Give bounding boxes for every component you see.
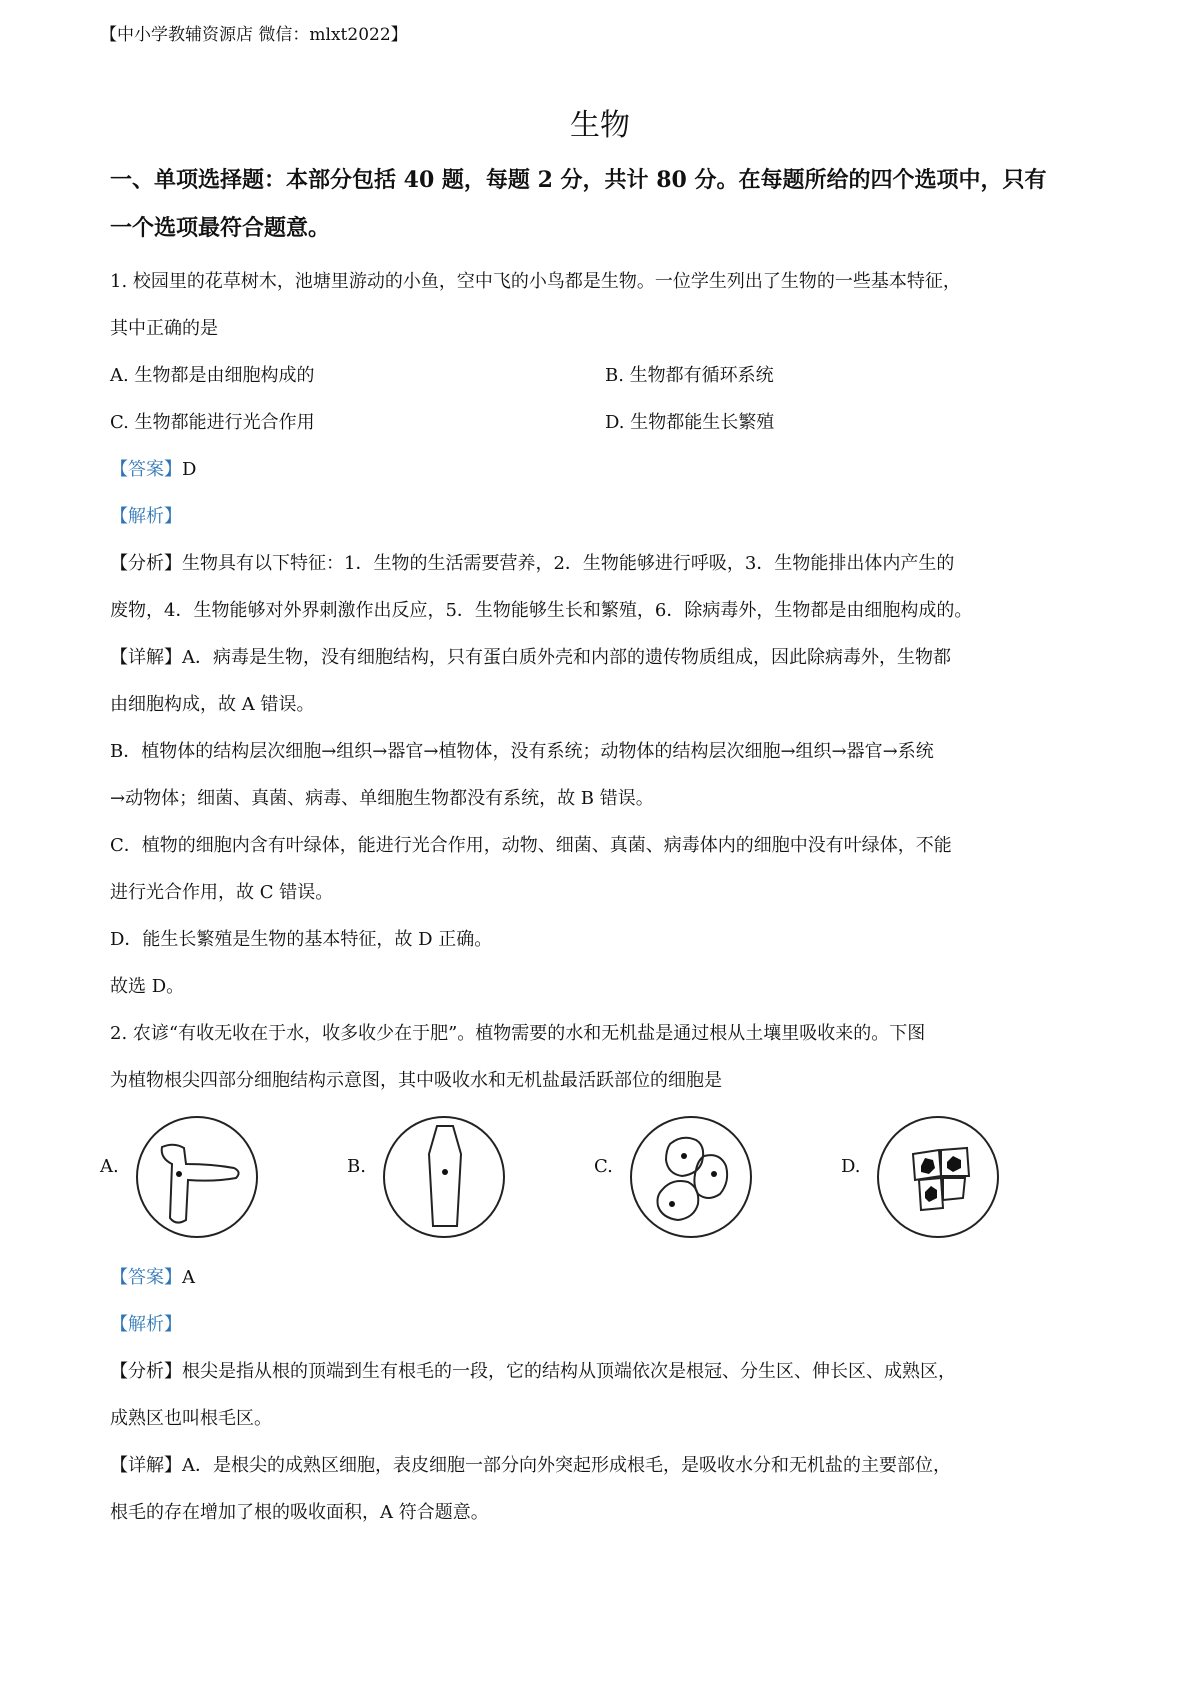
document-title: 生物	[570, 108, 630, 143]
fenxi-text: 成熟区也叫根毛区。	[110, 1408, 272, 1429]
option-d: D. 生物都能生长繁殖	[605, 412, 775, 433]
fenxi-text: 生物具有以下特征：1．生物的生活需要营养，2．生物能够进行呼吸，3．生物能排出体内产生的	[182, 553, 955, 574]
xiangjie-text: A．病毒是生物，没有细胞结构，只有蛋白质外壳和内部的遗传物质组成，因此除病毒外，生物都	[182, 647, 951, 668]
question-1	[110, 258, 1100, 1010]
option-list	[110, 352, 1100, 446]
section-heading-line: 一、单项选择题：本部分包括 40 题，每题 2 分，共计 80 分。在每题所给的四个选项中，只有	[110, 167, 1047, 193]
question-stem: 2. 农谚“有收无收在于水，收多收少在于肥”。植物需要的水和无机盐是通过根从土壤里吸收来的。下图	[110, 1023, 926, 1044]
fenxi-paragraph	[110, 1348, 1100, 1395]
xiangjie-text: B．植物体的结构层次细胞→组织→器官→植物体，没有系统；动物体的结构层次细胞→组织→器官→系统	[110, 741, 934, 762]
fenxi-text: 根尖是指从根的顶端到生有根毛的一段，它的结构从顶端依次是根冠、分生区、伸长区、成熟区，	[182, 1361, 956, 1382]
answer-tag: 【答案】	[110, 459, 182, 480]
elongated-cell-diagram	[379, 1112, 509, 1242]
header-note: 【中小学教辅资源店 微信：mlxt2022】	[100, 25, 408, 45]
figure-label-a: A.	[100, 1156, 119, 1177]
question-2	[100, 1010, 1100, 1536]
section-heading	[110, 156, 1100, 252]
xiangjie-text: A．是根尖的成熟区细胞，表皮细胞一部分向外突起形成根毛，是吸收水分和无机盐的主要部位，	[182, 1455, 951, 1476]
analysis-line	[110, 1301, 1100, 1348]
answer-value: A	[182, 1267, 195, 1288]
fenxi-text: 废物，4．生物能够对外界刺激作出反应，5．生物能够生长和繁殖，6．除病毒外，生物都是由细胞构成的。	[110, 600, 973, 621]
conclusion: 故选 D。	[110, 976, 185, 997]
section-heading-line: 一个选项最符合题意。	[110, 215, 331, 241]
fenxi-paragraph	[110, 540, 1100, 587]
analysis-tag: 【解析】	[110, 506, 182, 527]
xiangjie-tag: 【详解】	[110, 1455, 182, 1476]
analysis-tag: 【解析】	[110, 1314, 182, 1335]
xiangjie-text: 由细胞构成，故 A 错误。	[110, 694, 315, 715]
root-hair-cell-diagram	[132, 1112, 262, 1242]
meristem-cells-diagram	[873, 1112, 1003, 1242]
question-stem: 1. 校园里的花草树木，池塘里游动的小鱼，空中飞的小鸟都是生物。一位学生列出了生物的一些基本特征，	[110, 271, 961, 292]
answer-line	[110, 446, 1100, 493]
xiangjie-paragraph	[110, 1442, 1100, 1489]
xiangjie-text: 进行光合作用，故 C 错误。	[110, 882, 334, 903]
xiangjie-text: 根毛的存在增加了根的吸收面积，A 符合题意。	[110, 1502, 489, 1523]
answer-value: D	[182, 459, 197, 480]
question-stem: 其中正确的是	[110, 318, 218, 339]
answer-tag: 【答案】	[110, 1267, 182, 1288]
cell-figure-row	[100, 1112, 1100, 1244]
answer-line	[110, 1254, 1100, 1301]
option-a: A. 生物都是由细胞构成的	[110, 365, 315, 386]
fenxi-tag: 【分析】	[110, 1361, 182, 1382]
option-b: B. 生物都有循环系统	[605, 365, 774, 386]
document-body	[100, 156, 1100, 1536]
figure-label-b: B.	[347, 1156, 366, 1177]
figure-label-d: D.	[841, 1156, 861, 1177]
xiangjie-text: D．能生长繁殖是生物的基本特征，故 D 正确。	[110, 929, 493, 950]
xiangjie-text: C．植物的细胞内含有叶绿体，能进行光合作用，动物、细菌、真菌、病毒体内的细胞中没有叶绿体，不能	[110, 835, 952, 856]
question-stem: 为植物根尖四部分细胞结构示意图，其中吸收水和无机盐最活跃部位的细胞是	[110, 1070, 722, 1091]
xiangjie-text: →动物体；细菌、真菌、病毒、单细胞生物都没有系统，故 B 错误。	[110, 788, 654, 809]
xiangjie-paragraph	[110, 634, 1100, 681]
round-cells-diagram	[626, 1112, 756, 1242]
fenxi-tag: 【分析】	[110, 553, 182, 574]
xiangjie-tag: 【详解】	[110, 647, 182, 668]
option-c: C. 生物都能进行光合作用	[110, 412, 315, 433]
analysis-line	[110, 493, 1100, 540]
figure-label-c: C.	[594, 1156, 613, 1177]
